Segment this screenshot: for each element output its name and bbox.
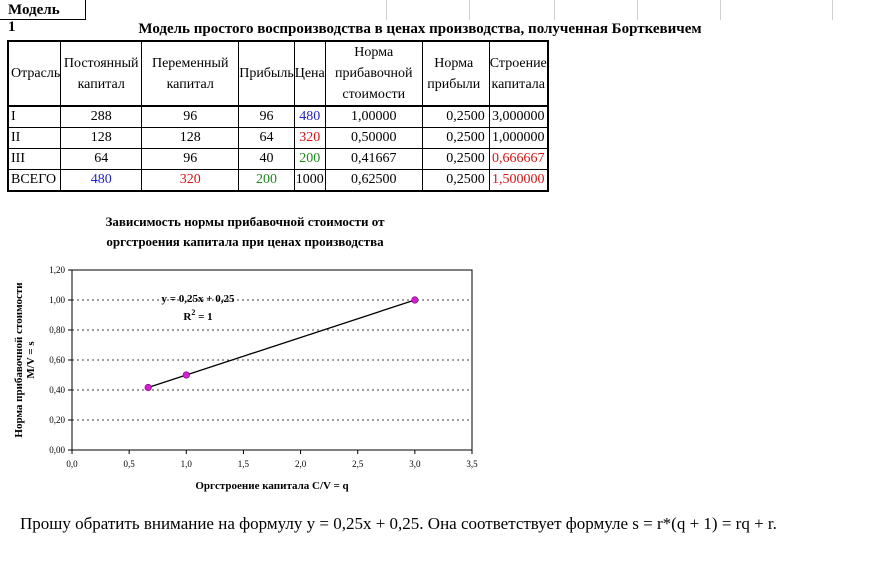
table-row [8,149,548,170]
x-tick-label: 2,5 [352,459,364,469]
cell-constant[interactable]: 288 [61,106,142,128]
cell-variable[interactable]: 128 [142,128,239,149]
cell-price[interactable]: 480 [294,106,325,128]
header-profit[interactable]: Прибыль [239,41,295,106]
header-constant-text: Постоянный капитал [63,55,139,92]
cell-variable[interactable]: 96 [142,106,239,128]
cell-variable[interactable]: 320 [142,170,239,192]
y-tick-label: 0,60 [49,355,65,365]
chart-title-line1: Зависимость нормы прибавочной стоимости от [105,214,385,229]
header-surplus-rate[interactable] [325,41,422,106]
header-constant[interactable] [61,41,142,106]
cell-profit[interactable]: 64 [239,128,295,149]
cell-profit[interactable]: 200 [239,170,295,192]
x-tick-label: 3,5 [466,459,478,469]
cell-branch[interactable]: ВСЕГО [8,170,61,192]
header-profit-rate[interactable] [422,41,489,106]
data-table [7,40,549,192]
header-profit-rate-text: Норма прибыли [427,55,481,92]
x-tick-label: 1,5 [237,459,250,469]
y-axis-label [13,282,37,438]
table-row [8,106,548,128]
table-row-total [8,170,548,192]
cell-structure[interactable]: 3,000000 [489,106,548,128]
gridline [386,0,387,20]
cell-profit-rate[interactable]: 0,2500 [422,128,489,149]
cell-structure[interactable]: 1,000000 [489,128,548,149]
y-axis-ticks [49,265,72,455]
gridline [832,0,833,20]
scatter-chart[interactable] [0,258,500,498]
cell-surplus-rate[interactable]: 0,41667 [325,149,422,170]
r2-suffix: = 1 [195,311,213,323]
y-tick-label: 1,00 [49,295,65,305]
cell-profit-rate[interactable]: 0,2500 [422,170,489,192]
x-tick-label: 1,0 [180,459,192,469]
chart-gridlines [72,300,472,420]
y-tick-label: 0,00 [49,445,65,455]
x-tick-label: 0,5 [123,459,135,469]
table-title: Модель простого воспроизводства в ценах производства, полученная Борткевичем [138,21,702,37]
note-text: Прошу обратить внимание на формулу y = 0,25x + 0,25. Она соответствует формуле s = r*(q + 1) = rq + r. [20,514,777,533]
r2-sup: 2 [191,308,196,317]
cell-branch[interactable]: I [8,106,61,128]
cell-branch[interactable]: II [8,128,61,149]
header-branch[interactable]: Отрасль [8,41,61,106]
y-tick-label: 1,20 [49,265,65,275]
gridline [637,0,638,20]
cell-branch[interactable]: III [8,149,61,170]
cell-constant[interactable]: 128 [61,128,142,149]
header-price[interactable]: Цена [294,41,325,106]
table-header-row [8,41,548,106]
cell-variable[interactable]: 96 [142,149,239,170]
x-tick-label: 3,0 [409,459,421,469]
cell-constant[interactable]: 64 [61,149,142,170]
x-tick-label: 0,0 [66,459,78,469]
y-axis-label-line2: M/V = s [25,341,37,379]
cell-profit[interactable]: 96 [239,106,295,128]
trend-equation: y = 0,25x + 0,25 [161,293,235,305]
cell-surplus-rate[interactable]: 1,00000 [325,106,422,128]
cell-structure[interactable]: 1,500000 [489,170,548,192]
x-axis-label: Оргстроение капитала C/V = q [195,480,349,492]
y-tick-label: 0,80 [49,325,65,335]
cell-structure[interactable]: 0,666667 [489,149,548,170]
cell-profit-rate[interactable]: 0,2500 [422,106,489,128]
cell-surplus-rate[interactable]: 0,62500 [325,170,422,192]
gridline [469,0,470,20]
cell-price[interactable]: 320 [294,128,325,149]
model-label: Модель 1 [8,2,60,35]
header-surplus-text: Норма прибавочной стоимости [335,45,413,102]
header-structure[interactable]: Строение капитала [489,41,548,106]
chart-title [60,212,430,252]
y-tick-label: 0,40 [49,385,65,395]
table-row [8,128,548,149]
chart-title-line2: оргстроения капитала при ценах производства [106,234,384,249]
y-axis-label-line1: Норма прибавочной стоимости [13,282,25,438]
x-axis-ticks [66,450,478,469]
cell-price[interactable]: 200 [294,149,325,170]
header-variable[interactable] [142,41,239,106]
cell-constant[interactable]: 480 [61,170,142,192]
cell-profit[interactable]: 40 [239,149,295,170]
data-point [412,297,419,304]
gridline [554,0,555,20]
gridline [720,0,721,20]
cell-surplus-rate[interactable]: 0,50000 [325,128,422,149]
y-tick-label: 0,20 [49,415,65,425]
data-point [145,384,152,391]
data-point [183,372,190,379]
x-tick-label: 2,0 [294,459,307,469]
header-variable-text: Переменный капитал [151,55,229,92]
cell-price[interactable]: 1000 [294,170,325,192]
r-squared [183,308,212,323]
r2-prefix: R [183,311,192,323]
cell-profit-rate[interactable]: 0,2500 [422,149,489,170]
